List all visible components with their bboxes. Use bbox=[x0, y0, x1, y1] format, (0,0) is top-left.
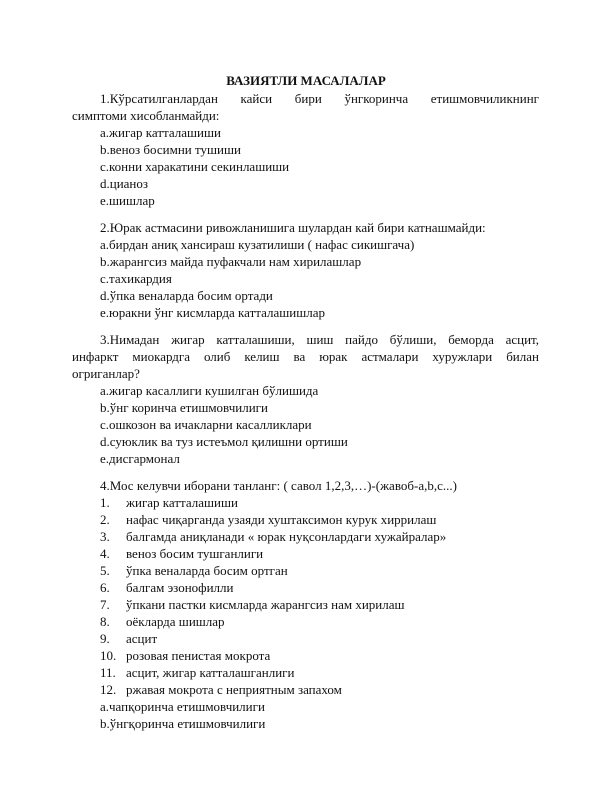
match-item-text: ржавая мокрота с неприятным запахом bbox=[126, 682, 342, 697]
match-item-number: 9. bbox=[100, 631, 110, 646]
match-item-text: балгамда аниқланади « юрак нуқсонлардаги хужайралар» bbox=[126, 529, 447, 544]
match-item-text: асцит bbox=[126, 631, 158, 646]
q1-option-c: c.конни харакатини секинлашиши bbox=[100, 159, 290, 174]
q2-option-e: e.юракни ўнг кисмларда катталашишлар bbox=[100, 305, 325, 320]
match-item-text: асцит, жигар катталашганлиги bbox=[126, 665, 295, 680]
q1-word: етишмовчиликнинг bbox=[430, 91, 539, 106]
match-item-number: 11. bbox=[100, 665, 116, 680]
question-4-text: 4.Мос келувчи иборани танланг: ( савол 1,2,3,…)-(жавоб-a,b,c...) bbox=[100, 478, 457, 493]
q3-word: бўлиши, bbox=[389, 332, 437, 347]
q3-word: асцит, bbox=[505, 332, 539, 347]
q3-word: инфаркт bbox=[72, 349, 119, 364]
q2-option-a: a.бирдан аниқ хансираш кузатилиши ( нафас сикишгача) bbox=[100, 237, 415, 252]
question-1-line-1 bbox=[100, 90, 539, 107]
q1-option-e: e.шишлар bbox=[100, 193, 155, 208]
q1-option-d: d.цианоз bbox=[100, 176, 149, 191]
q3-option-d: d.суюклик ва туз истеъмол қилишни ортиши bbox=[100, 434, 348, 449]
q3-option-b: b.ўнг коринча етишмовчилиги bbox=[100, 400, 268, 415]
match-item-number: 8. bbox=[100, 614, 110, 629]
q2-option-b: b.жарангсиз майда пуфакчали нам хирилашлар bbox=[100, 254, 362, 269]
match-item-number: 10. bbox=[100, 648, 117, 663]
q3-word: хуружлари bbox=[432, 349, 493, 364]
q3-word: жигар bbox=[171, 332, 205, 347]
q3-word: 3.Нимадан bbox=[100, 332, 160, 347]
match-item-text: жигар катталашиши bbox=[126, 495, 238, 510]
page-title: ВАЗИЯТЛИ МАСАЛАЛАР bbox=[226, 73, 386, 88]
q3-option-e: e.дисгармонал bbox=[100, 451, 180, 466]
match-item-number: 3. bbox=[100, 529, 110, 544]
match-item-text: нафас чиқарганда узаяди хуштаксимон курук хиррилаш bbox=[126, 512, 437, 527]
q3-option-c: c.ошкозон ва ичакларни касалликлари bbox=[100, 417, 312, 432]
match-item-number: 5. bbox=[100, 563, 110, 578]
match-item-number: 7. bbox=[100, 597, 110, 612]
q1-word: 1.Кўрсатилганлардан bbox=[100, 91, 218, 106]
q1-option-a: a.жигар катталашиши bbox=[100, 125, 221, 140]
q4-answer-b: b.ўнгқоринча етишмовчилиги bbox=[100, 716, 266, 731]
q1-word: кайси bbox=[240, 91, 273, 106]
match-item-number: 1. bbox=[100, 495, 110, 510]
q3-word: пайдо bbox=[345, 332, 378, 347]
match-item-text: балгам эзонофилли bbox=[126, 580, 234, 595]
q4-answer-a: a.чапқоринча етишмовчилиги bbox=[100, 699, 265, 714]
q3-word: миокардга bbox=[132, 349, 191, 364]
q1-word: ўнгкоринча bbox=[344, 91, 409, 106]
question-3-line-2 bbox=[72, 348, 539, 365]
match-item-number: 12. bbox=[100, 682, 117, 697]
q3-word: юрак bbox=[319, 349, 348, 364]
q3-word: катталашиши, bbox=[216, 332, 295, 347]
match-item-text: оёкларда шишлар bbox=[126, 614, 225, 629]
question-3-line-1 bbox=[100, 331, 539, 348]
q3-word: ва bbox=[293, 349, 306, 364]
question-2-text: 2.Юрак астмасини ривожланишига шулардан кай бири катнашмайди: bbox=[100, 220, 486, 235]
q3-option-a: a.жигар касаллиги кушилган бўлишида bbox=[100, 383, 319, 398]
match-item-text: веноз босим тушганлиги bbox=[126, 546, 264, 561]
match-item-text: ўпкани пастки кисмларда жарангсиз нам хирилаш bbox=[126, 597, 405, 612]
q3-word: астмалари bbox=[361, 349, 419, 364]
question-1-line-2: симптоми хисобланмайди: bbox=[72, 108, 220, 123]
q3-word: билан bbox=[506, 349, 539, 364]
match-item-text: ўпка веналарда босим ортган bbox=[126, 563, 288, 578]
q3-word: келиш bbox=[244, 349, 280, 364]
q3-word: олиб bbox=[203, 349, 231, 364]
q2-option-d: d.ўпка веналарда босим ортади bbox=[100, 288, 273, 303]
match-item-number: 2. bbox=[100, 512, 110, 527]
match-item-text: розовая пенистая мокрота bbox=[126, 648, 271, 663]
match-item-number: 6. bbox=[100, 580, 110, 595]
match-item-number: 4. bbox=[100, 546, 110, 561]
q2-option-c: c.тахикардия bbox=[100, 271, 172, 286]
q1-word: бири bbox=[294, 91, 322, 106]
q1-option-b: b.веноз босимни тушиши bbox=[100, 142, 241, 157]
q3-word: шиш bbox=[306, 332, 334, 347]
question-3-line-3: огриганлар? bbox=[72, 366, 140, 381]
q3-word: беморда bbox=[448, 332, 494, 347]
